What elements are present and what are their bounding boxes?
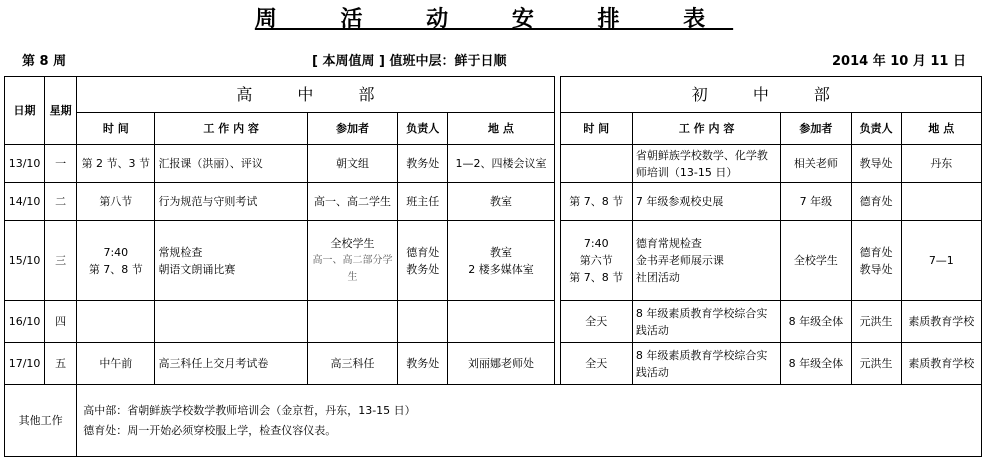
high-content: 常规检查 朝语文朗诵比赛	[155, 221, 307, 301]
high-responsible: 教务处	[398, 145, 448, 183]
junior-location: 丹东	[901, 145, 981, 183]
high-time: 中午前	[77, 343, 155, 385]
header-high-time: 时 间	[77, 113, 155, 145]
high-time: 7:40 第 7、8 节	[77, 221, 155, 301]
other-work-content	[77, 385, 982, 457]
junior-participants: 相关老师	[781, 145, 851, 183]
junior-participants: 8 年级全体	[781, 343, 851, 385]
row-weekday: 三	[45, 221, 77, 301]
high-participants-main: 朝文组	[336, 157, 370, 170]
high-content: 行为规范与守则考试	[155, 183, 307, 221]
row-date: 13/10	[5, 145, 45, 183]
header-high-content: 工 作 内 容	[155, 113, 307, 145]
junior-responsible: 德育处	[851, 183, 901, 221]
high-participants	[307, 343, 397, 385]
high-location: 1—2、四楼会议室	[448, 145, 554, 183]
header-weekday: 星期	[45, 77, 77, 145]
row-weekday: 一	[45, 145, 77, 183]
header-junior-time: 时 间	[560, 113, 632, 145]
high-time: 第八节	[77, 183, 155, 221]
high-time: 第 2 节、3 节	[77, 145, 155, 183]
high-responsible: 教务处	[398, 343, 448, 385]
table-row	[5, 301, 982, 343]
high-participants-main: 全校学生	[330, 237, 375, 250]
table-row	[5, 183, 982, 221]
junior-participants: 8 年级全体	[781, 301, 851, 343]
junior-responsible: 元洪生	[851, 343, 901, 385]
high-responsible: 德育处 教务处	[398, 221, 448, 301]
table-row	[5, 343, 982, 385]
header-junior-school: 初 中 部	[560, 77, 981, 113]
junior-time: 全天	[560, 343, 632, 385]
high-participants	[307, 221, 397, 301]
high-location	[448, 301, 554, 343]
junior-responsible: 元洪生	[851, 301, 901, 343]
high-participants	[307, 145, 397, 183]
row-date: 16/10	[5, 301, 45, 343]
junior-content: 德育常规检查 金书弄老师展示课 社团活动	[632, 221, 780, 301]
header-junior-content: 工 作 内 容	[632, 113, 780, 145]
junior-location: 素质教育学校	[901, 343, 981, 385]
header-date: 日期	[5, 77, 45, 145]
high-responsible	[398, 301, 448, 343]
row-date: 15/10	[5, 221, 45, 301]
header-row-sections	[5, 77, 982, 113]
header-row-columns	[5, 113, 982, 145]
high-location: 教室 2 楼多媒体室	[448, 221, 554, 301]
header-high-participants: 参加者	[307, 113, 397, 145]
high-location: 刘丽娜老师处	[448, 343, 554, 385]
header-high-location: 地 点	[448, 113, 554, 145]
header-junior-location: 地 点	[901, 113, 981, 145]
table-row	[5, 145, 982, 183]
junior-content: 8 年级素质教育学校综合实践活动	[632, 343, 780, 385]
high-content: 高三科任上交月考试卷	[155, 343, 307, 385]
other-work-row	[5, 385, 982, 457]
other-work-line: 高中部：省朝鲜族学校数学教师培训会（金京哲，丹东，13-15 日）	[83, 403, 416, 417]
high-participants	[307, 301, 397, 343]
junior-location	[901, 183, 981, 221]
junior-time: 7:40 第六节 第 7、8 节	[560, 221, 632, 301]
other-work-line: 德育处：周一开始必须穿校服上学，检查仪容仪表。	[83, 423, 337, 437]
junior-content: 7 年级参观校史展	[632, 183, 780, 221]
row-weekday: 二	[45, 183, 77, 221]
junior-time	[560, 145, 632, 183]
week-label: 第 8 周	[22, 54, 67, 69]
other-work-label: 其他工作	[5, 385, 77, 457]
row-weekday: 四	[45, 301, 77, 343]
high-content: 汇报课（洪丽）、评议	[155, 145, 307, 183]
high-location: 教室	[448, 183, 554, 221]
junior-content: 8 年级素质教育学校综合实践活动	[632, 301, 780, 343]
junior-participants: 全校学生	[781, 221, 851, 301]
junior-time: 全天	[560, 301, 632, 343]
junior-responsible: 教导处	[851, 145, 901, 183]
junior-location: 7—1	[901, 221, 981, 301]
header-high-responsible: 负责人	[398, 113, 448, 145]
junior-location: 素质教育学校	[901, 301, 981, 343]
high-time	[77, 301, 155, 343]
header-junior-responsible: 负责人	[851, 113, 901, 145]
row-date: 14/10	[5, 183, 45, 221]
high-participants-main: 高三科任	[330, 357, 375, 370]
date-label: 2014 年 10 月 11 日	[832, 54, 966, 69]
high-participants-main: 高一、高二学生	[314, 195, 392, 208]
table-row	[5, 221, 982, 301]
header-high-school: 高 中 部	[77, 77, 554, 113]
high-content	[155, 301, 307, 343]
row-weekday: 五	[45, 343, 77, 385]
junior-responsible: 德育处 教导处	[851, 221, 901, 301]
high-responsible: 班主任	[398, 183, 448, 221]
schedule-table	[4, 76, 982, 457]
high-participants	[307, 183, 397, 221]
header-junior-participants: 参加者	[781, 113, 851, 145]
row-date: 17/10	[5, 343, 45, 385]
junior-time: 第 7、8 节	[560, 183, 632, 221]
page-title: 周 活 动 安 排 表	[254, 6, 734, 32]
junior-content: 省朝鲜族学校数学、化学教师培训（13-15 日）	[632, 145, 780, 183]
high-participants-extra: 高一、高二部分学生	[312, 255, 393, 283]
junior-participants: 7 年级	[781, 183, 851, 221]
duty-info: [ 本周值周 ] 值班中层：鲜于日顺	[312, 54, 507, 69]
